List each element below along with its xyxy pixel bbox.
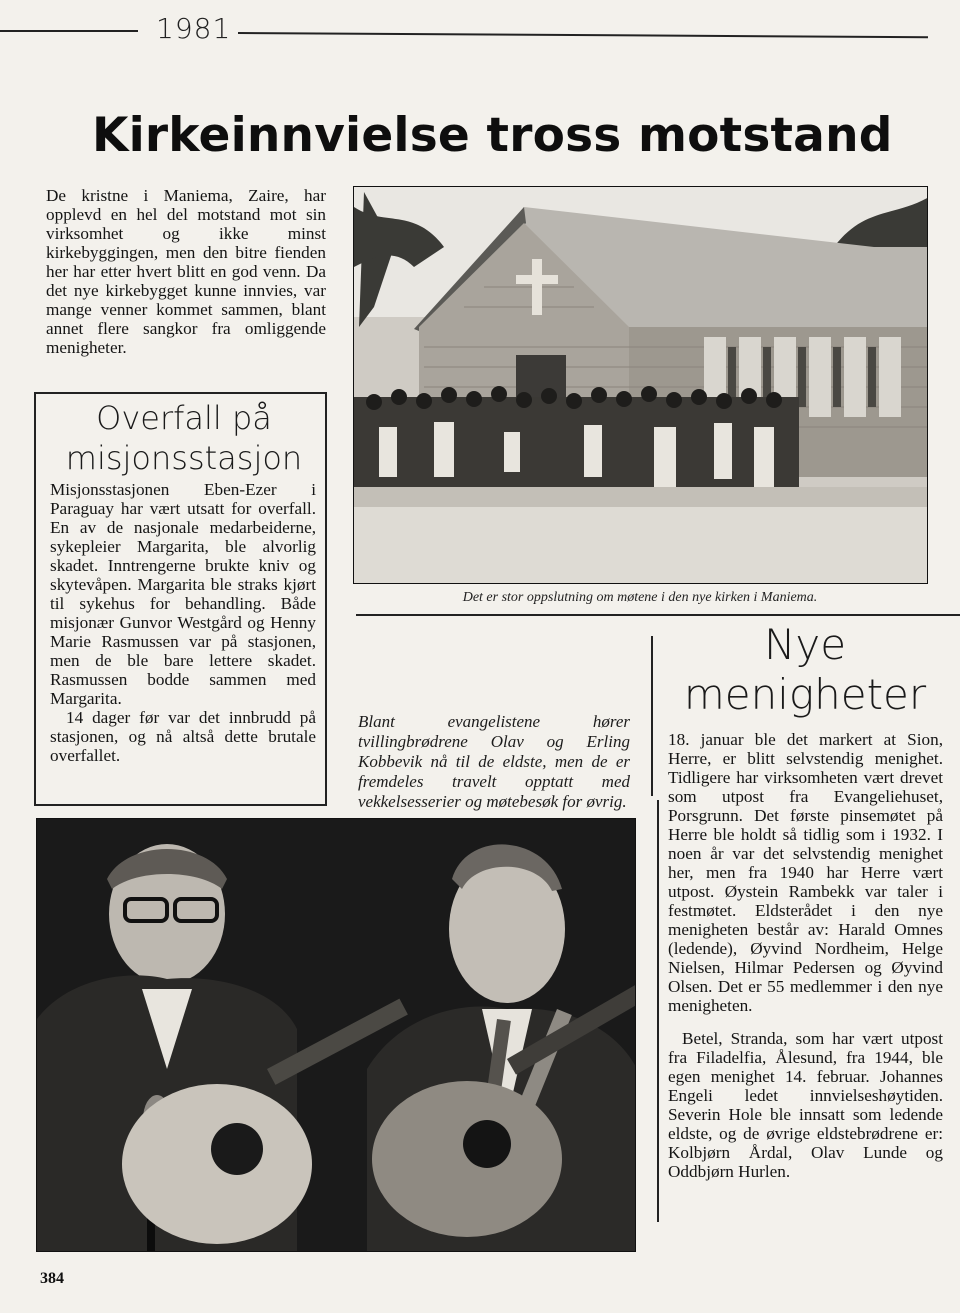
section-divider: [356, 614, 960, 616]
evangelists-photo: [36, 818, 636, 1252]
sidebar-body: [50, 480, 316, 765]
article-headline: Kirkeinnvielse tross motstand: [92, 108, 893, 163]
sidebar-paragraph-2: 14 dager før var det innbrudd på stasjonen, og nå altså dette brutale overfallet.: [50, 708, 316, 765]
church-photo-caption: Det er stor oppslutning om møtene i den nye kirken i Maniema.: [462, 590, 818, 605]
header-rule-left: [0, 30, 138, 32]
intro-paragraph: De kristne i Maniema, Zaire, har opplevd en hel del motstand mot sin virksomhet og ikke minst kirkebyggingen, men den bitre fienden her har etter hvert blitt en god venn. Da det nye kirkebygget kunne innvies, var mange venner kommet sammen, blant annet flere sangkor fra omliggende menigheter.: [46, 186, 326, 357]
nye-menigheter-title: Nye menigheter: [683, 620, 927, 719]
church-photo: [353, 186, 928, 584]
sidebar-title: Overfall på misjonsstasjon: [65, 399, 303, 477]
sidebar-paragraph-1: Misjonsstasjonen Eben-Ezer i Paraguay har vært utsatt for overfall. En av de nasjonale medarbeiderne, sykepleier Margarita, ble alvorlig skadet. Inntrengerne brukte kniv og skytevåpen. Margarita ble straks kjørt til sykehus for behandling. Både misjonær Gunvor Westgård og Henny Marie Rasmussen var på stasjonen, men de ble bare lettere skadet. Rasmussen bodde sammen med Margarita.: [50, 480, 316, 708]
nye-menigheter-body: [668, 730, 943, 1195]
nye-paragraph-2: Betel, Stranda, som har vært utpost fra Filadelfia, Ålesund, fra 1944, ble egen menighet 14. februar. Johannes Engeli ledet innvielseshøytiden. Severin Hole ble innsatt som ledende eldste, og de øvrige eldstebrødrene er: Kolbjørn Årdal, Olav Lunde og Oddbjørn Hurlen.: [668, 1029, 943, 1181]
nye-paragraph-1: 18. januar ble det markert at Sion, Herre, er blitt selvstendig menighet. Tidligere har virksomheten vært drevet som utpost fra Evangeliehuset, Porsgrunn. Det første pinsemøtet på Herre ble holdt så tidlig som i 1932. I noen år var det selvstendig menighet her, men fra 1940 har Herre vært utpost. Øystein Rambekk var taler i festmøtet. Eldsterådet i den nye menigheten består av: Harald Omnes (ledende), Øyvind Nordheim, Helge Nielsen, Hilmar Pedersen og Øyvind Olsen. Det er 55 medlemmer i den nye menigheten.: [668, 730, 943, 1015]
column-divider: [651, 636, 653, 796]
header-rule-right: [238, 32, 928, 38]
nye-menigheter-rule: [657, 800, 659, 1222]
evangelists-photo-caption: Blant evangelistene hører tvillingbrødrene Olav og Erling Kobbevik nå til de eldste, men de er fremdeles travelt opptatt med vekkelsesserier og møtebesøk for øvrig.: [358, 712, 630, 811]
evangelists-photo-illustration: [37, 819, 636, 1252]
year-heading: 1981: [156, 12, 232, 45]
page-number: 384: [40, 1270, 64, 1287]
church-photo-illustration: [354, 187, 928, 584]
